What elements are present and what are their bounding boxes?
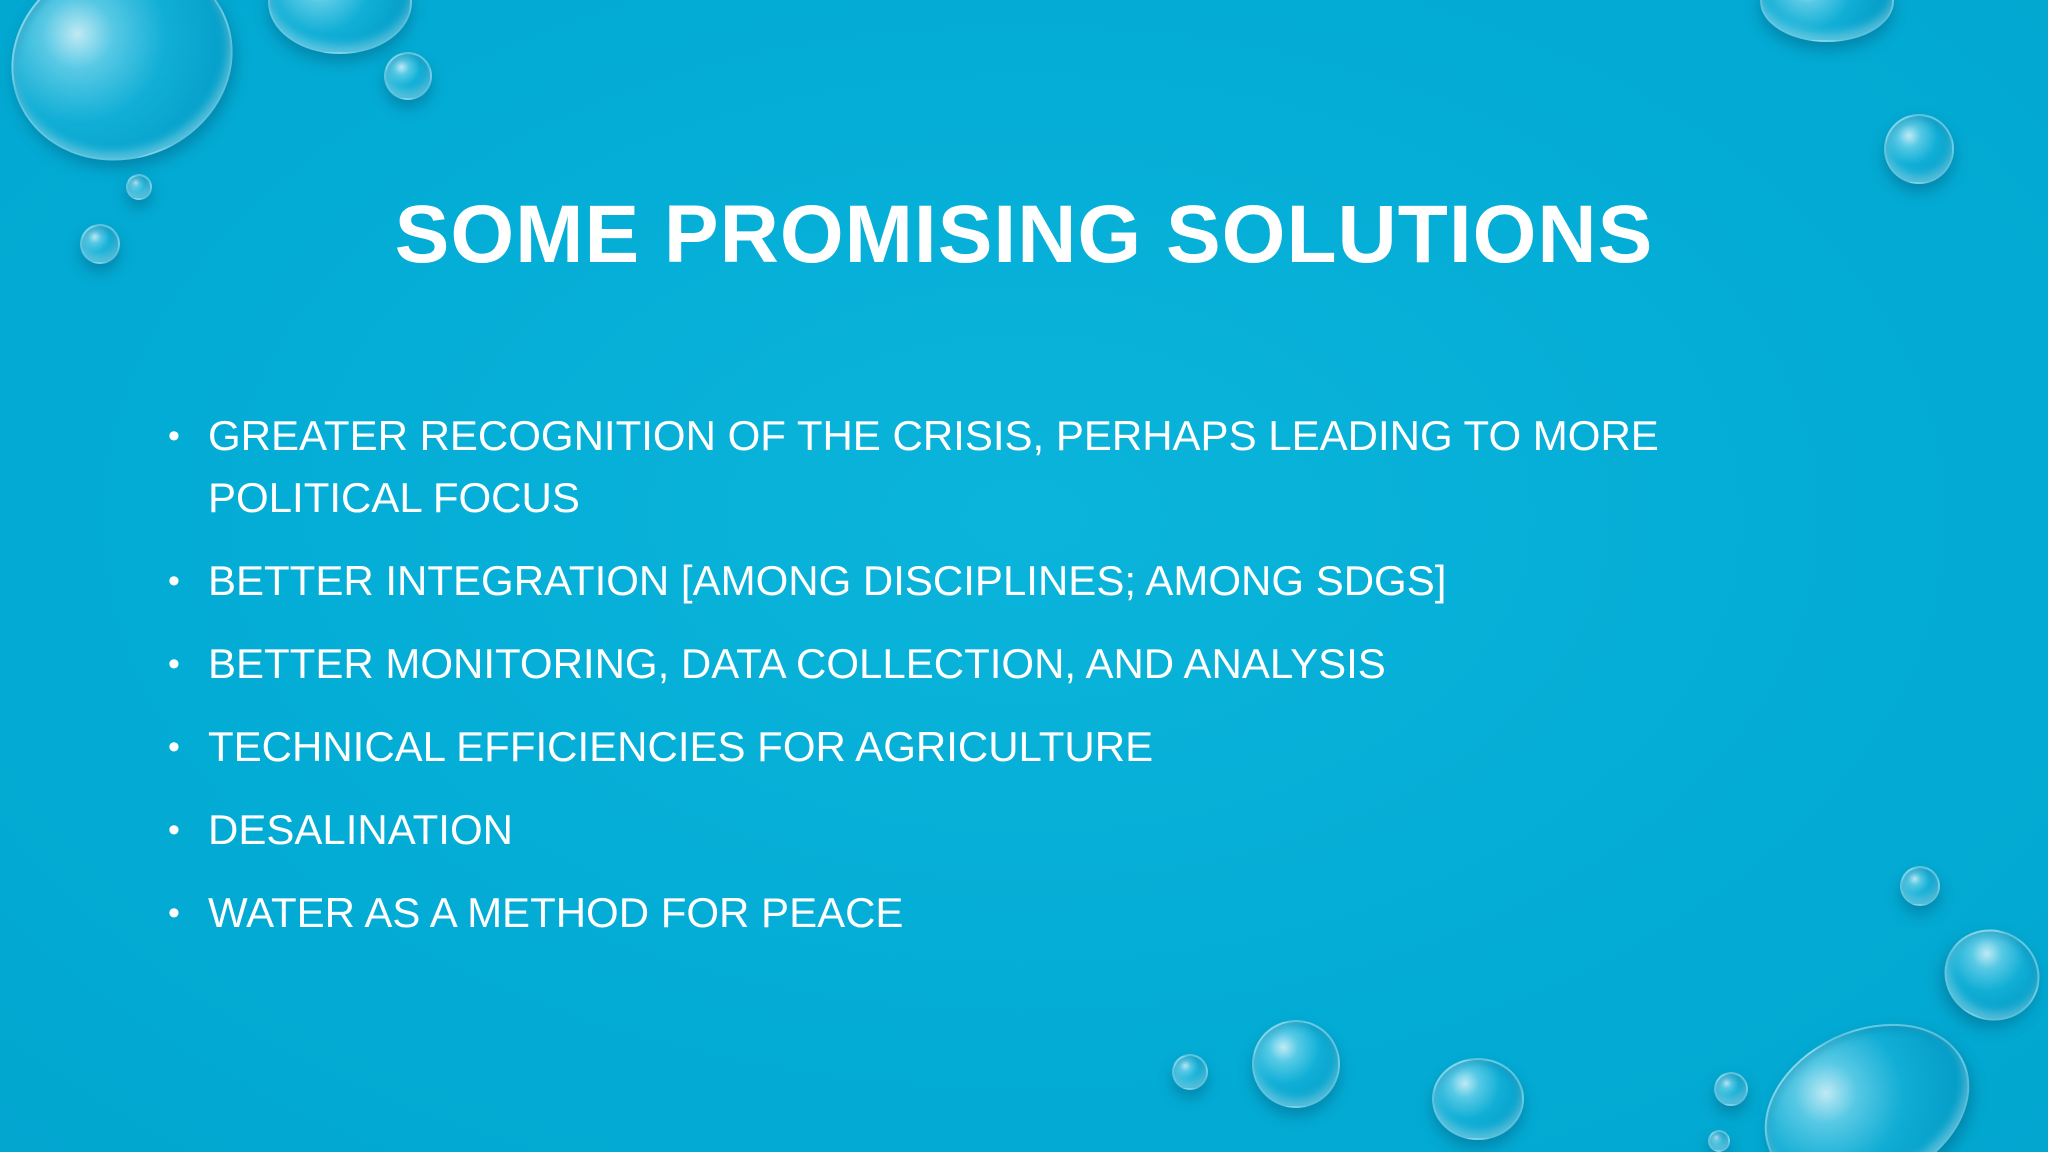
water-drop-decoration	[1708, 1130, 1730, 1152]
water-drop-decoration	[384, 52, 432, 100]
bullet-item: • GREATER RECOGNITION OF THE CRISIS, PERHAPS LEADING TO MORE POLITICAL FOCUS	[168, 405, 1728, 529]
water-drop-decoration	[1714, 1072, 1748, 1106]
bullet-item: • DESALINATION	[168, 799, 1728, 861]
water-drop-decoration	[1432, 1058, 1524, 1140]
water-drop-decoration	[0, 0, 261, 191]
water-drop-decoration	[268, 0, 412, 54]
bullet-item: • BETTER INTEGRATION [AMONG DISCIPLINES; AMONG SDGS]	[168, 550, 1728, 612]
bullet-item: • BETTER MONITORING, DATA COLLECTION, AND ANALYSIS	[168, 633, 1728, 695]
water-drop-decoration	[1884, 114, 1954, 184]
water-drop-decoration	[1737, 992, 1996, 1152]
bullet-item: • WATER AS A METHOD FOR PEACE	[168, 882, 1728, 944]
bullet-item: • TECHNICAL EFFICIENCIES FOR AGRICULTURE	[168, 716, 1728, 778]
slide-title: SOME PROMISING SOLUTIONS	[394, 189, 1654, 280]
water-drop-decoration	[1760, 0, 1894, 42]
bullet-list	[168, 405, 1728, 965]
water-drop-decoration	[1172, 1054, 1208, 1090]
water-drop-decoration	[1900, 866, 1940, 906]
water-drop-decoration	[1252, 1020, 1340, 1108]
water-drop-decoration	[1929, 914, 2048, 1036]
